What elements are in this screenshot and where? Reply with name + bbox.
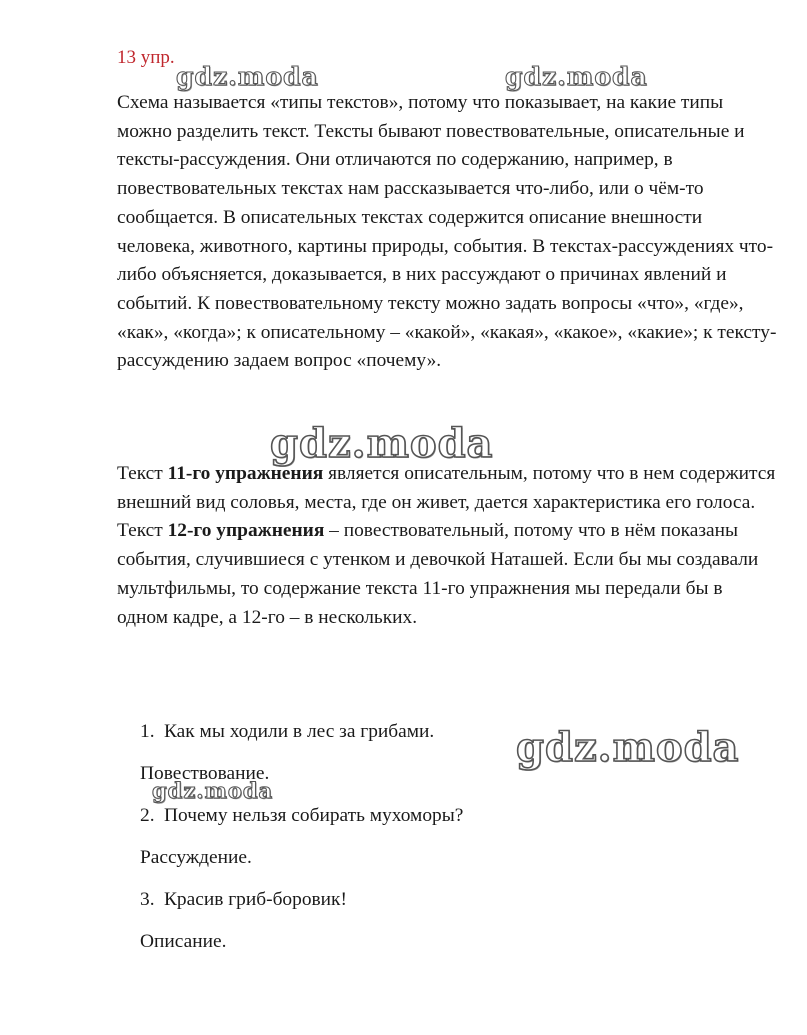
watermark: gdz.moda [152, 778, 274, 803]
paragraph-exercise-comparison [117, 460, 777, 632]
exercise-heading: 13 упр. [117, 47, 175, 68]
list-item-2-answer: Рассуждение. [140, 847, 252, 868]
list-item-3-answer: Описание. [140, 931, 227, 952]
list-item-text: Красив гриб-боровик! [164, 889, 347, 910]
list-item-number: 1. [140, 721, 155, 742]
paragraph-text-types: Схема называется «типы текстов», потому что показывает, на какие типы можно разделить текст. Тексты бывают повествовательные, описательные и тексты-рассуждения. Они отличаются по содержанию, например, в повествовательных текстах нам рассказывается что-либо, или о чём-то сообщается. В описательных текстах содержится описание внешности человека, животного, картины природы, события. В текстах-рассуждениях что-либо объясняется, доказывается, в них рассуждают о причинах явлений и событий. К повествовательному тексту можно задать вопросы «что», «где», «как», «когда»; к описательному – «какой», «какая», «какое», «какие»; к тексту-рассуждению задаем вопрос «почему». [117, 92, 777, 372]
watermark: gdz.moda [516, 724, 740, 771]
list-item-2 [140, 804, 463, 828]
watermark: gdz.moda [505, 62, 648, 91]
list-item-1-answer: Повествование. [140, 763, 270, 784]
paragraph2-bold-exercise-12: 12-го упражнения [167, 520, 325, 542]
list-item-3 [140, 888, 347, 912]
paragraph2-bold-exercise-11: 11-го упражнения [167, 463, 324, 484]
list-item-1 [140, 720, 434, 744]
list-item-number: 2. [140, 805, 155, 826]
paragraph2-part1: Текст [117, 463, 168, 484]
watermark: gdz.moda [270, 420, 494, 467]
paragraph2-part2: является описательным, потому что в нем содержится внешний вид соловья, места, где он живет, дается характеристика его голоса. Текст [117, 463, 776, 542]
list-item-text: Почему нельзя собирать мухоморы? [164, 805, 464, 826]
list-item-number: 3. [140, 889, 155, 910]
list-item-text: Как мы ходили в лес за грибами. [164, 721, 435, 742]
paragraph2-part3: – повествовательный, потому что в нём показаны события, случившиеся с утенком и девочкой Наташей. Если бы мы создавали мультфильмы, то содержание текста 11-го упражнения мы передали бы в одном кадре, а 12-го – в нескольких. [117, 520, 759, 628]
watermark: gdz.moda [176, 62, 319, 91]
